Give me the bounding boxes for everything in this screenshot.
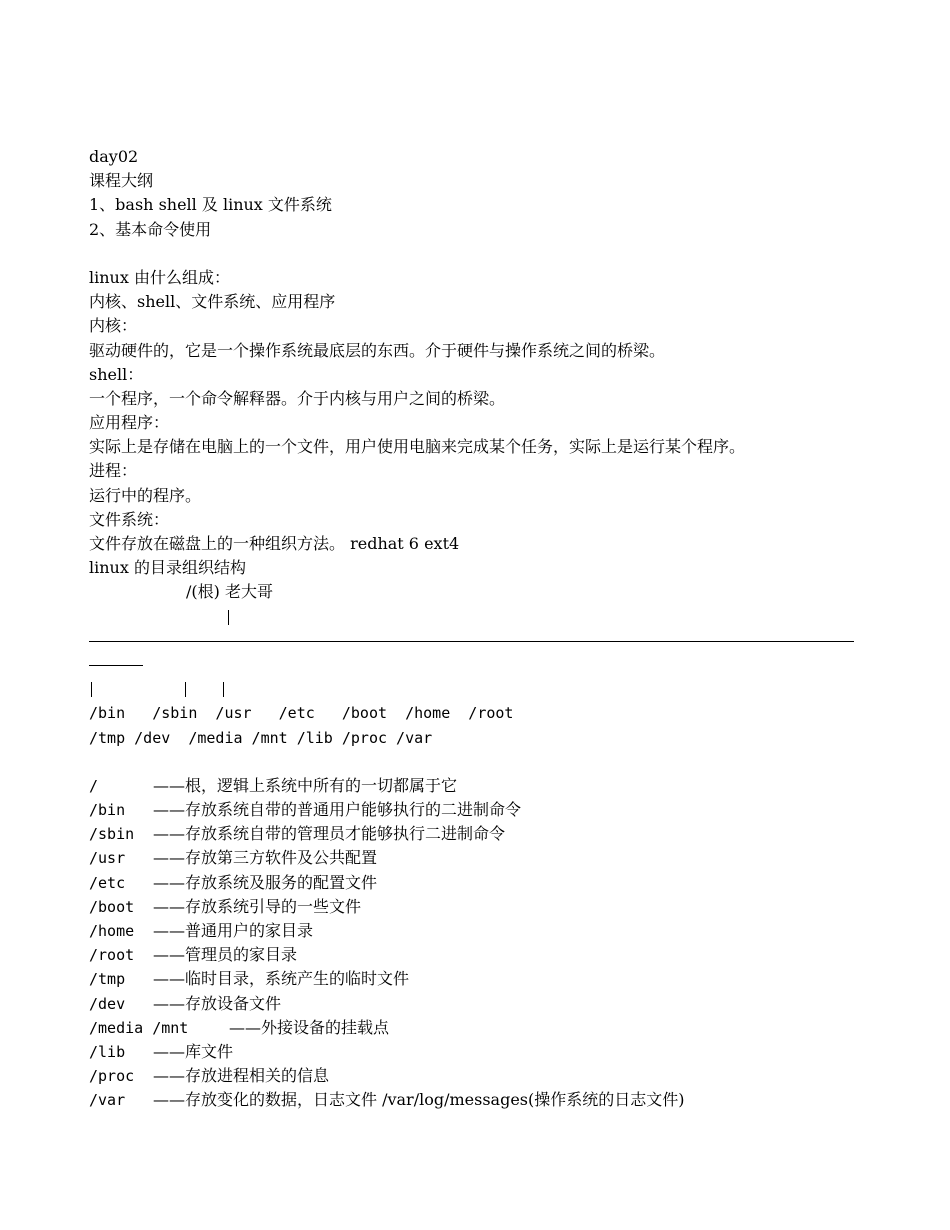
outline-item: 1、bash shell 及 linux 文件系统	[89, 195, 332, 215]
directory-description: ——存放进程相关的信息	[153, 1066, 330, 1086]
directory-row	[89, 1064, 919, 1088]
directory-description: ——存放系统自带的管理员才能够执行二进制命令	[153, 824, 506, 844]
tree-separator-line-continued	[89, 653, 919, 677]
directory-row	[89, 943, 919, 967]
directory-row	[89, 1040, 919, 1064]
directory-description-list	[89, 774, 919, 1113]
directory-row	[89, 871, 919, 895]
directory-description: ——存放变化的数据，日志文件 /var/log/messages(操作系统的日志文件)	[153, 1090, 685, 1110]
composition-answer: 内核、shell、文件系统、应用程序	[89, 292, 336, 312]
directory-row	[89, 846, 919, 870]
fs-description: 文件存放在磁盘上的一种组织方法。 redhat 6 ext4	[89, 534, 460, 553]
directory-description: ——根，逻辑上系统中所有的一切都属于它	[153, 775, 458, 795]
blank-line	[89, 750, 919, 774]
directory-path: /root	[89, 946, 135, 965]
document-page	[89, 145, 919, 1113]
shell-description: 一个程序，一个命令解释器。介于内核与用户之间的桥梁。	[89, 388, 506, 408]
directory-path: /sbin	[89, 825, 135, 844]
directory-row	[89, 895, 919, 919]
kernel-description: 驱动硬件的，它是一个操作系统最底层的东西。介于硬件与操作系统之间的桥梁。	[89, 340, 666, 360]
directory-description: ——临时目录，系统产生的临时文件	[153, 969, 410, 989]
directory-row	[89, 967, 919, 991]
process-label: 进程：	[89, 461, 138, 481]
directory-path: /boot	[89, 897, 135, 916]
directory-row	[89, 1088, 919, 1112]
directory-row	[89, 822, 919, 846]
directory-description: ——普通用户的家目录	[153, 921, 314, 940]
composition-question: linux 由什么组成：	[89, 267, 230, 287]
directory-path: /var	[89, 1091, 126, 1110]
outline-heading: 课程大纲	[89, 171, 154, 191]
doc-title: day02	[89, 147, 139, 166]
directory-description: ——存放第三方软件及公共配置	[153, 848, 378, 868]
fs-label: 文件系统：	[89, 509, 170, 529]
directory-description: ——库文件	[153, 1041, 234, 1061]
directory-row	[89, 798, 919, 822]
directory-path: /	[89, 776, 99, 795]
directory-row	[89, 919, 919, 943]
tree-dirs-row: /tmp /dev /media /mnt /lib /proc /var	[89, 728, 433, 747]
tree-branch-connectors	[89, 677, 919, 701]
directory-description: ——存放系统引导的一些文件	[153, 896, 362, 916]
directory-description: ——存放系统及服务的配置文件	[153, 872, 378, 892]
directory-row	[89, 774, 919, 798]
directory-path: /dev	[89, 994, 126, 1013]
outline-item: 2、基本命令使用	[89, 219, 212, 239]
app-description: 实际上是存储在电脑上的一个文件，用户使用电脑来完成某个任务，实际上是运行某个程序。	[89, 437, 746, 457]
directory-path: /home	[89, 922, 135, 940]
directory-path: /usr	[89, 849, 126, 868]
directory-path: /tmp	[89, 970, 126, 989]
tree-dirs-row: /bin /sbin /usr /etc /boot /home /root	[89, 704, 514, 723]
shell-label: shell：	[89, 364, 144, 384]
directory-path: /media /mnt	[89, 1018, 189, 1037]
tree-root: /(根) 老大哥	[186, 582, 273, 602]
directory-description: ——存放系统自带的普通用户能够执行的二进制命令	[153, 800, 522, 820]
directory-row	[89, 992, 919, 1016]
directory-row	[89, 1016, 919, 1040]
directory-path: /etc	[89, 873, 126, 892]
kernel-label: 内核：	[89, 316, 138, 336]
directory-description: ——外接设备的挂载点	[229, 1017, 390, 1037]
tree-separator-line	[89, 629, 919, 653]
directory-path: /proc	[89, 1067, 135, 1086]
process-description: 运行中的程序。	[89, 485, 202, 505]
directory-path: /lib	[89, 1042, 126, 1061]
directory-path: /bin	[89, 801, 126, 820]
directory-description: ——管理员的家目录	[153, 945, 298, 965]
app-label: 应用程序：	[89, 413, 170, 433]
directory-description: ——存放设备文件	[153, 993, 282, 1013]
blank-line	[89, 242, 919, 266]
tree-root-connector	[89, 605, 919, 629]
tree-heading: linux 的目录组织结构	[89, 558, 246, 578]
